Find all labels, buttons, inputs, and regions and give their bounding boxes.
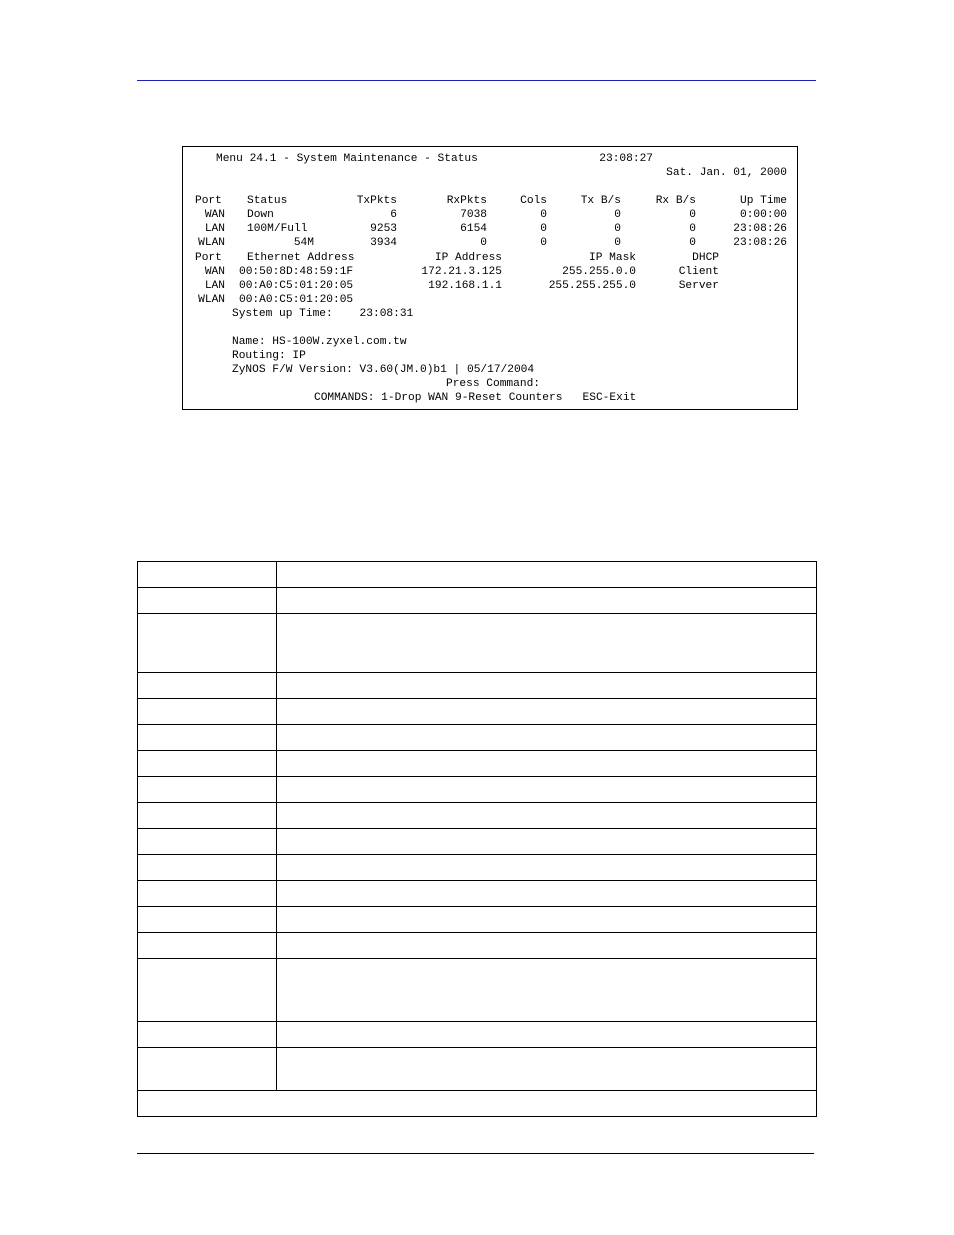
stats-cols: 0 xyxy=(540,223,547,235)
table-row xyxy=(138,855,817,881)
table-cell xyxy=(138,907,277,933)
table-row xyxy=(138,725,817,751)
stats-col-cols: Cols xyxy=(520,195,547,207)
stats-rxpkts: 7038 xyxy=(460,209,487,221)
stats-cols: 0 xyxy=(540,209,547,221)
stats-txpkts: 3934 xyxy=(370,237,397,249)
table-cell xyxy=(277,907,817,933)
stats-cols: 0 xyxy=(540,237,547,249)
table-cell xyxy=(138,725,277,751)
table-cell xyxy=(277,673,817,699)
addr-port: WLAN xyxy=(198,294,225,306)
table-cell xyxy=(277,562,817,588)
clock-time: 23:08:27 xyxy=(599,153,653,165)
addr-port: LAN xyxy=(204,280,225,292)
table-row xyxy=(138,907,817,933)
firmware-version: ZyNOS F/W Version: V3.60(JM.0)b1 | 05/17/2004 xyxy=(232,364,535,376)
stats-col-txpkts: TxPkts xyxy=(356,195,397,207)
stats-txbs: 0 xyxy=(614,209,621,221)
table-cell xyxy=(138,933,277,959)
table-cell xyxy=(277,855,817,881)
addr-col-dhcp: DHCP xyxy=(692,252,719,264)
table-row xyxy=(138,959,817,1022)
table-cell xyxy=(138,562,277,588)
table-cell xyxy=(138,751,277,777)
table-row xyxy=(138,1048,817,1091)
table-footer-cell xyxy=(138,1091,817,1117)
addr-port: WAN xyxy=(204,266,225,278)
addr-ip: 172.21.3.125 xyxy=(421,266,502,278)
addr-col-port: Port xyxy=(195,252,222,264)
clock-date: Sat. Jan. 01, 2000 xyxy=(666,167,787,179)
table-cell xyxy=(277,614,817,673)
stats-port: WLAN xyxy=(198,237,225,249)
addr-mac: 00:A0:C5:01:20:05 xyxy=(239,280,354,292)
table-cell xyxy=(277,1048,817,1091)
stats-txpkts: 6 xyxy=(390,209,397,221)
stats-rxbs: 0 xyxy=(689,237,696,249)
table-row xyxy=(138,751,817,777)
stats-status: 100M/Full xyxy=(247,223,308,235)
table-cell xyxy=(277,699,817,725)
table-cell xyxy=(138,881,277,907)
table-cell xyxy=(277,588,817,614)
table-cell xyxy=(138,673,277,699)
addr-dhcp: Client xyxy=(678,266,719,278)
addr-col-mask: IP Mask xyxy=(589,252,636,264)
table-cell xyxy=(277,777,817,803)
table-cell xyxy=(277,725,817,751)
stats-col-port: Port xyxy=(195,195,222,207)
addr-mac: 00:50:8D:48:59:1F xyxy=(239,266,354,278)
table-cell xyxy=(277,959,817,1022)
addr-dhcp: Server xyxy=(678,280,719,292)
command-prompt: Press Command: xyxy=(446,378,540,390)
table-cell xyxy=(277,933,817,959)
table-cell xyxy=(277,881,817,907)
table-cell xyxy=(138,699,277,725)
table-cell xyxy=(277,803,817,829)
stats-port: LAN xyxy=(204,223,225,235)
table-row xyxy=(138,614,817,673)
table-row xyxy=(138,803,817,829)
table-cell xyxy=(277,751,817,777)
table-cell xyxy=(138,1022,277,1048)
table-cell xyxy=(138,803,277,829)
stats-status: 54M xyxy=(293,237,314,249)
stats-port: WAN xyxy=(204,209,225,221)
table-row xyxy=(138,933,817,959)
table-cell xyxy=(138,855,277,881)
stats-rxpkts: 0 xyxy=(480,237,487,249)
table-row xyxy=(138,1022,817,1048)
addr-col-mac: Ethernet Address xyxy=(247,252,355,264)
stats-rxpkts: 6154 xyxy=(460,223,487,235)
stats-col-txbs: Tx B/s xyxy=(580,195,621,207)
stats-uptime: 0:00:00 xyxy=(740,209,787,221)
stats-col-rxbs: Rx B/s xyxy=(655,195,696,207)
table-cell xyxy=(138,777,277,803)
table-row xyxy=(138,777,817,803)
table-row xyxy=(138,699,817,725)
stats-uptime: 23:08:26 xyxy=(733,223,787,235)
addr-mac: 00:A0:C5:01:20:05 xyxy=(239,294,354,306)
stats-uptime: 23:08:26 xyxy=(733,237,787,249)
table-row xyxy=(138,1091,817,1117)
table-cell xyxy=(277,829,817,855)
table-row xyxy=(138,588,817,614)
addr-col-ip: IP Address xyxy=(434,252,502,264)
system-name: Name: HS-100W.zyxel.com.tw xyxy=(232,336,407,348)
table-row xyxy=(138,881,817,907)
stats-txpkts: 9253 xyxy=(370,223,397,235)
menu-title: Menu 24.1 - System Maintenance - Status xyxy=(216,153,478,165)
stats-status: Down xyxy=(247,209,274,221)
stats-txbs: 0 xyxy=(614,237,621,249)
addr-mask: 255.255.0.0 xyxy=(562,266,636,278)
table-cell xyxy=(138,588,277,614)
field-description-table xyxy=(137,561,817,1117)
addr-mask: 255.255.255.0 xyxy=(548,280,636,292)
table-row xyxy=(138,829,817,855)
table-cell xyxy=(277,1022,817,1048)
table-cell xyxy=(138,959,277,1022)
stats-txbs: 0 xyxy=(614,223,621,235)
table-cell xyxy=(138,614,277,673)
routing-mode: Routing: IP xyxy=(232,350,306,362)
command-list: COMMANDS: 1-Drop WAN 9-Reset Counters ESC-Exit xyxy=(314,392,637,404)
system-uptime: System up Time: 23:08:31 xyxy=(232,308,414,320)
stats-col-uptime: Up Time xyxy=(740,195,787,207)
table-row xyxy=(138,673,817,699)
stats-col-rxpkts: RxPkts xyxy=(446,195,487,207)
stats-rxbs: 0 xyxy=(689,209,696,221)
stats-rxbs: 0 xyxy=(689,223,696,235)
stats-col-status: Status xyxy=(247,195,288,207)
addr-ip: 192.168.1.1 xyxy=(428,280,502,292)
table-cell xyxy=(138,829,277,855)
terminal-screen xyxy=(182,146,798,410)
table-cell xyxy=(138,1048,277,1091)
table-row xyxy=(138,562,817,588)
header-rule xyxy=(137,80,816,81)
footer-rule xyxy=(137,1153,814,1154)
